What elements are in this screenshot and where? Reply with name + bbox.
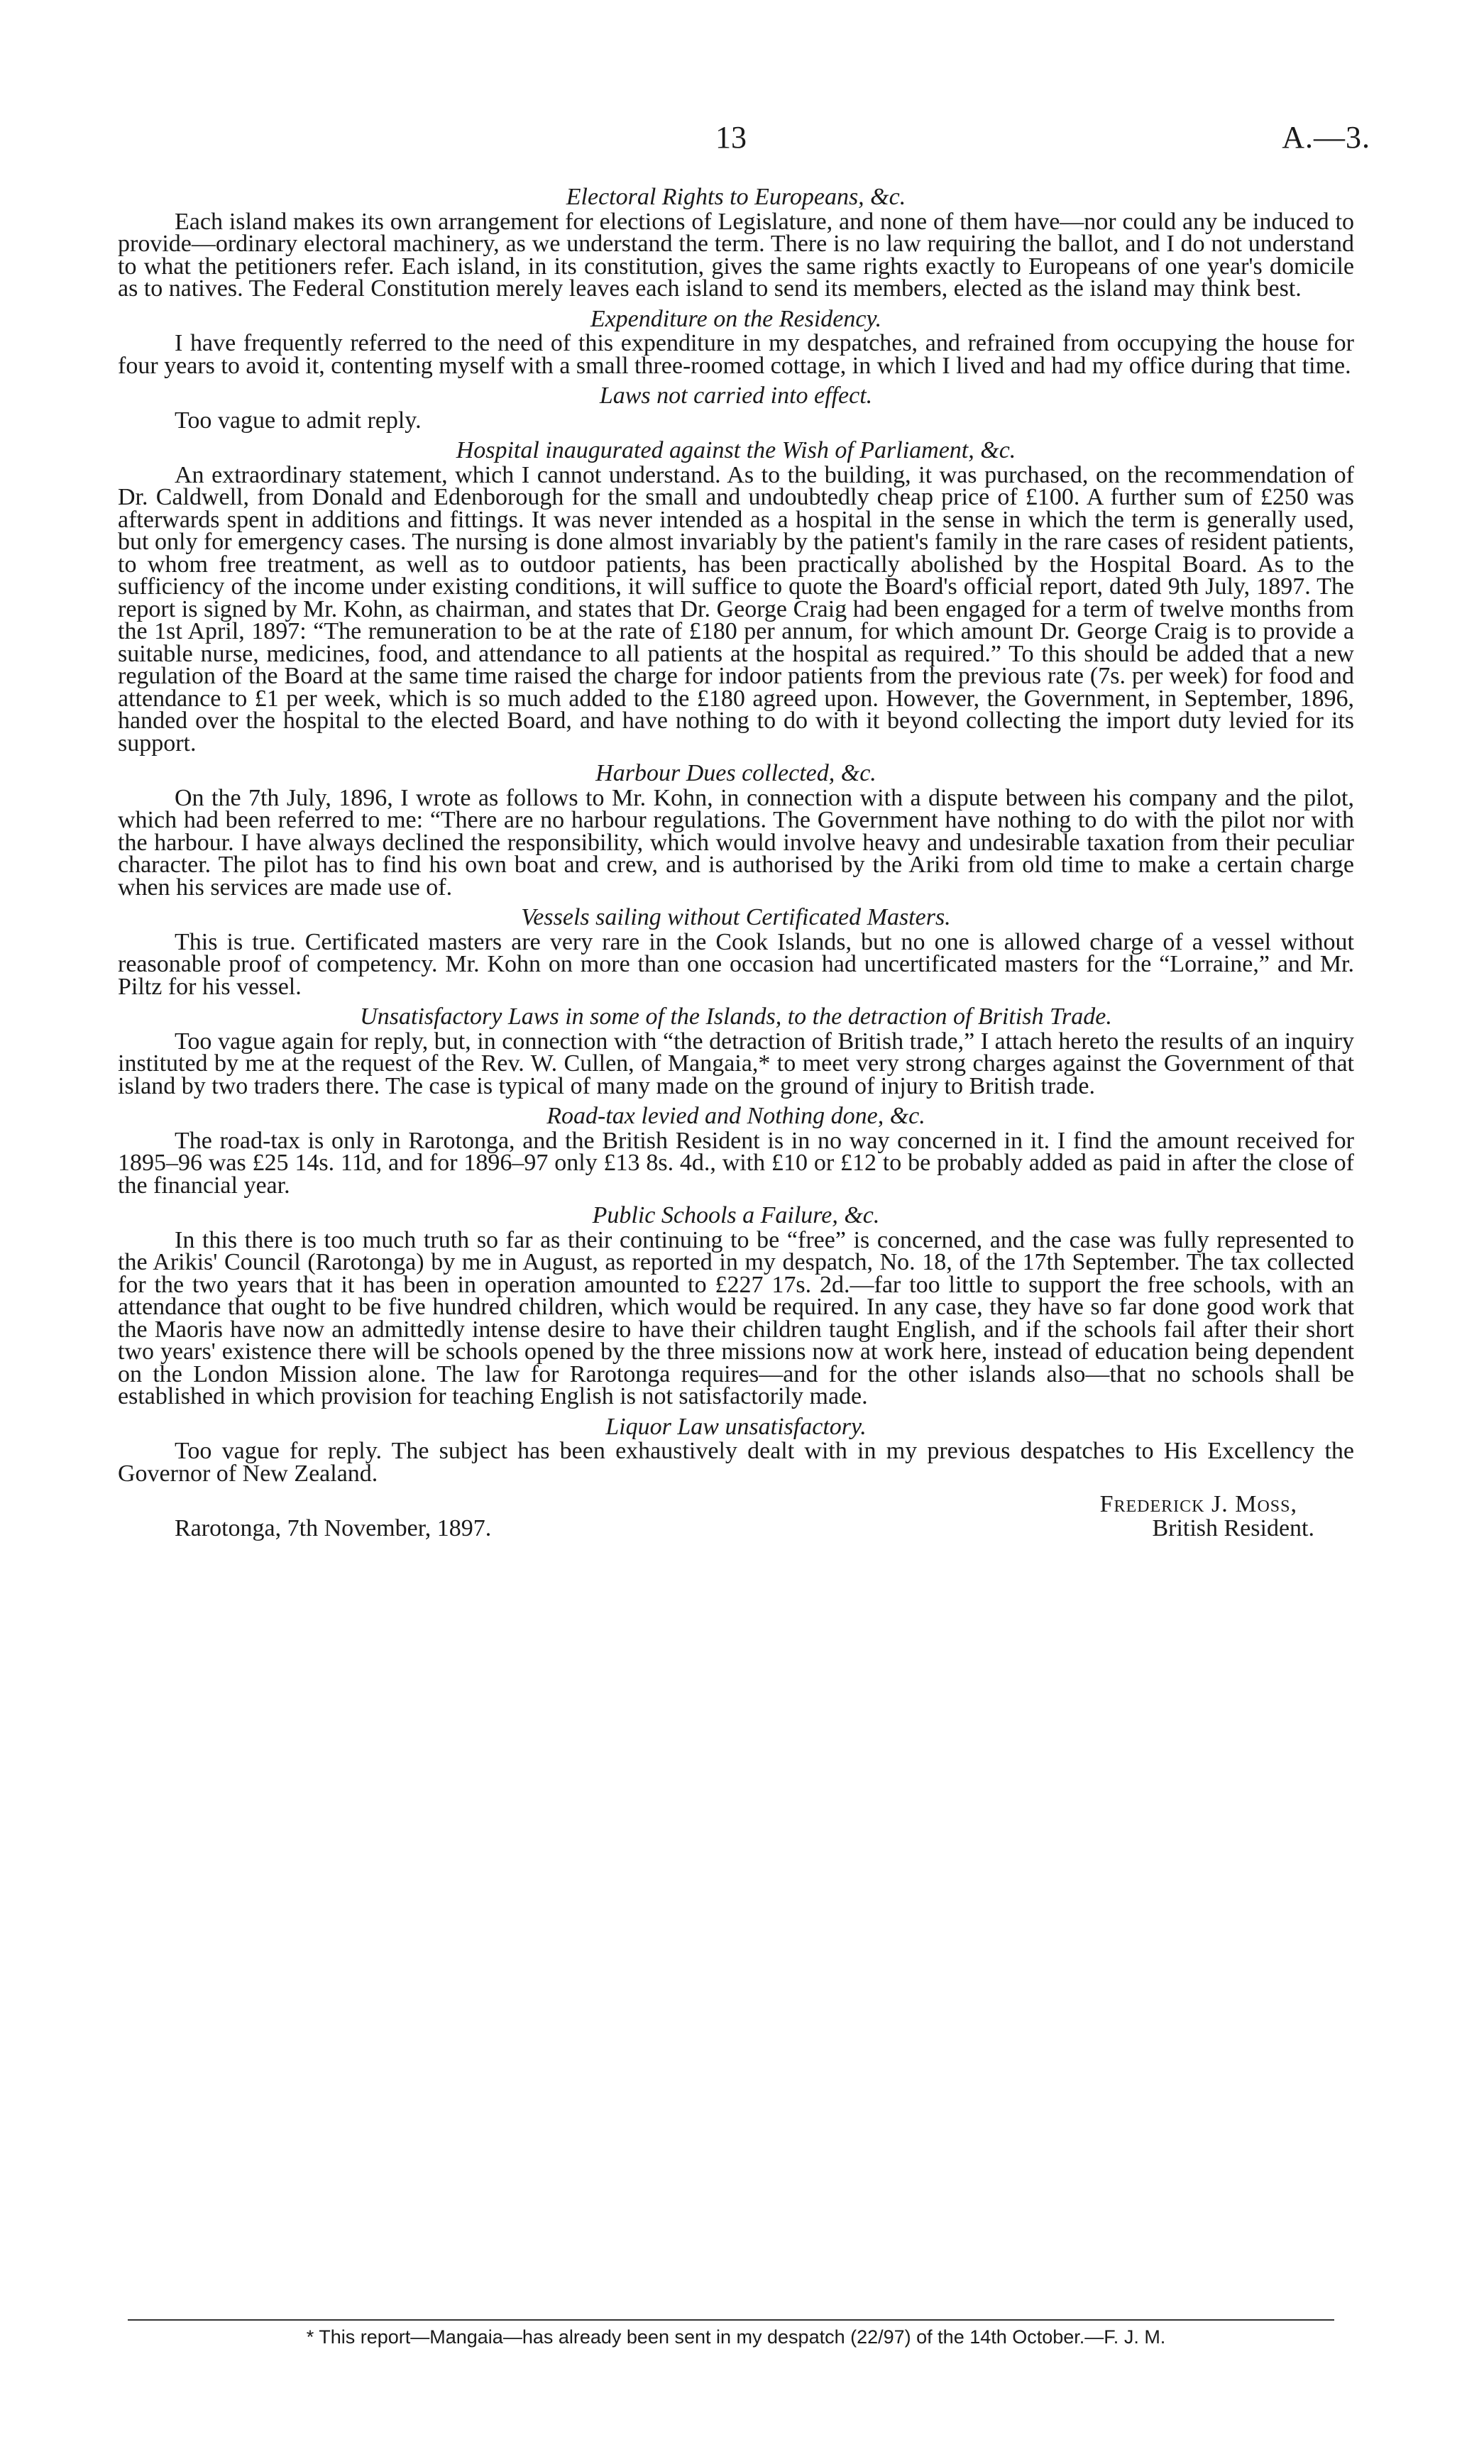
paragraph: The road-tax is only in Rarotonga, and the British Resident is in no way concerned in it. I find the amount received for 1895–96 was £25 14s. 11d, and for 1896–97 only £13 8s. 4d., with £10 or £12 to be probably added as paid in after the close of the financial year. — [118, 1127, 1354, 1199]
section-title: Electoral Rights to Europeans, &c. — [566, 184, 906, 210]
paragraph: In this there is too much truth so far as their continuing to be “free” is concerned, and the case was fully represented to the Arikis' Council (Rarotonga) by me in August, as reported in my despatch, No. 18, of the 17th September. The tax collected for the two years that it has been in operation amounted to £227 17s. 2d.—far too little to support the free schools, with an attendance that ought to be five hundred children, which would be required. In any case, they have so far done good work that the Maoris have now an admittedly intense desire to have their children taught English, and if the schools fail after their short two years' existence there will be schools opened by the three missions now at work here, instead of education being dependent on the London Mission alone. The law for Rarotonga requires—and for the other islands also—that no schools shall be established in which provision for teaching English is not satisfactorily made. — [118, 1226, 1354, 1409]
document-body — [118, 186, 1354, 1541]
signatory-title: British Resident. — [1152, 1515, 1314, 1541]
section-title: Unsatisfactory Laws in some of the Islands, to the detraction of British Trade. — [360, 1003, 1112, 1030]
paragraph: Each island makes its own arrangement for elections of Legislature, and none of them have—nor could any be induced to provide—ordinary electoral machinery, as we understand the term. There is no law requiring the ballot, and I do not understand to what the petitioners refer. Each island, in its constitution, gives the same rights exactly to Europeans of one year's domicile as to natives. The Federal Constitution merely leaves each island to send its members, elected as the island may think best. — [118, 208, 1354, 302]
paragraph: Too vague to admit reply. — [175, 407, 422, 434]
footnote: * This report—Mangaia—has already been sent in my despatch (22/97) of the 14th October.—F. J. M. — [306, 2326, 1166, 2348]
paragraph: This is true. Certificated masters are very rare in the Cook Islands, but no one is allowed charge of a vessel without reasonable proof of competency. Mr. Kohn on more than one occasion had uncertificated masters for the “Lorraine,” and Mr. Piltz for his vessel. — [118, 928, 1354, 1000]
page-number: 13 — [715, 120, 747, 155]
paragraph: On the 7th July, 1896, I wrote as follows to Mr. Kohn, in connection with a dispute between his company and the pilot, which had been referred to me: “There are no harbour regulations. The Government have nothing to do with the pilot nor with the harbour. I have always declined the responsibility, which would involve heavy and undesirable taxation from their peculiar character. The pilot has to find his own boat and crew, and is authorised by the Ariki from old time to make a certain charge when his services are made use of. — [118, 784, 1354, 901]
paragraph: Too vague again for reply, but, in connection with “the detraction of British trade,” I attach hereto the results of an inquiry instituted by me at the request of the Rev. W. Cullen, of Mangaia,* to meet very strong charges against the Government of that island by two traders there. The case is typical of many made on the ground of injury to British trade. — [118, 1028, 1354, 1099]
paragraph: Too vague for reply. The subject has been exhaustively dealt with in my previous despatches to His Excellency the Governor of New Zealand. — [118, 1438, 1354, 1487]
section-title: Liquor Law unsatisfactory. — [605, 1413, 867, 1440]
section-title: Road-tax levied and Nothing done, &c. — [546, 1103, 925, 1129]
signatory-name: Frederick J. Moss, — [1099, 1491, 1297, 1517]
place-and-date: Rarotonga, 7th November, 1897. — [175, 1515, 492, 1541]
section-title: Hospital inaugurated against the Wish of Parliament, &c. — [456, 437, 1016, 463]
paragraph: I have frequently referred to the need of this expenditure in my despatches, and refrained from occupying the house for four years to avoid it, contenting myself with a small three-roomed cottage, in which I lived and had my office during that time. — [118, 330, 1354, 379]
document-reference: A.—3. — [1282, 120, 1370, 155]
section-title: Laws not carried into effect. — [599, 383, 873, 409]
paragraph: An extraordinary statement, which I cannot understand. As to the building, it was purchased, on the recommendation of Dr. Caldwell, from Donald and Edenborough for the small and undoubtedly cheap price of £100. A further sum of £250 was afterwards spent in additions and fittings. It was never intended as a hospital in the sense in which the term is generally used, but only for emergency cases. The nursing is done almost invariably by the patient's family in the rare cases of resident patients, to whom free treatment, as well as to outdoor patients, has been practically abolished by the Hospital Board. As to the sufficiency of the income under existing conditions, it will suffice to quote the Board's official report, dated 9th July, 1897. The report is signed by Mr. Kohn, as chairman, and states that Dr. George Craig had been engaged for a term of twelve months from the 1st April, 1897: “The remuneration to be at the rate of £180 per annum, for which amount Dr. George Craig is to provide a suitable nurse, medicines, food, and attendance to all patients at the hospital as required.” To this should be added that a new regulation of the Board at the same time raised the charge for indoor patients from the previous rate (7s. per week) for food and attendance to £1 per week, which is so much added to the £180 agreed upon. However, the Government, in September, 1896, handed over the hospital to the elected Board, and have nothing to do with it beyond collecting the import duty levied for its support. — [118, 461, 1354, 757]
section-title: Vessels sailing without Certificated Masters. — [521, 904, 951, 930]
section-title: Expenditure on the Residency. — [590, 305, 882, 332]
section-title: Public Schools a Failure, &c. — [592, 1202, 880, 1228]
footnote-divider — [128, 2319, 1334, 2321]
signature-block — [118, 1493, 1354, 1541]
section-title: Harbour Dues collected, &c. — [595, 760, 876, 786]
